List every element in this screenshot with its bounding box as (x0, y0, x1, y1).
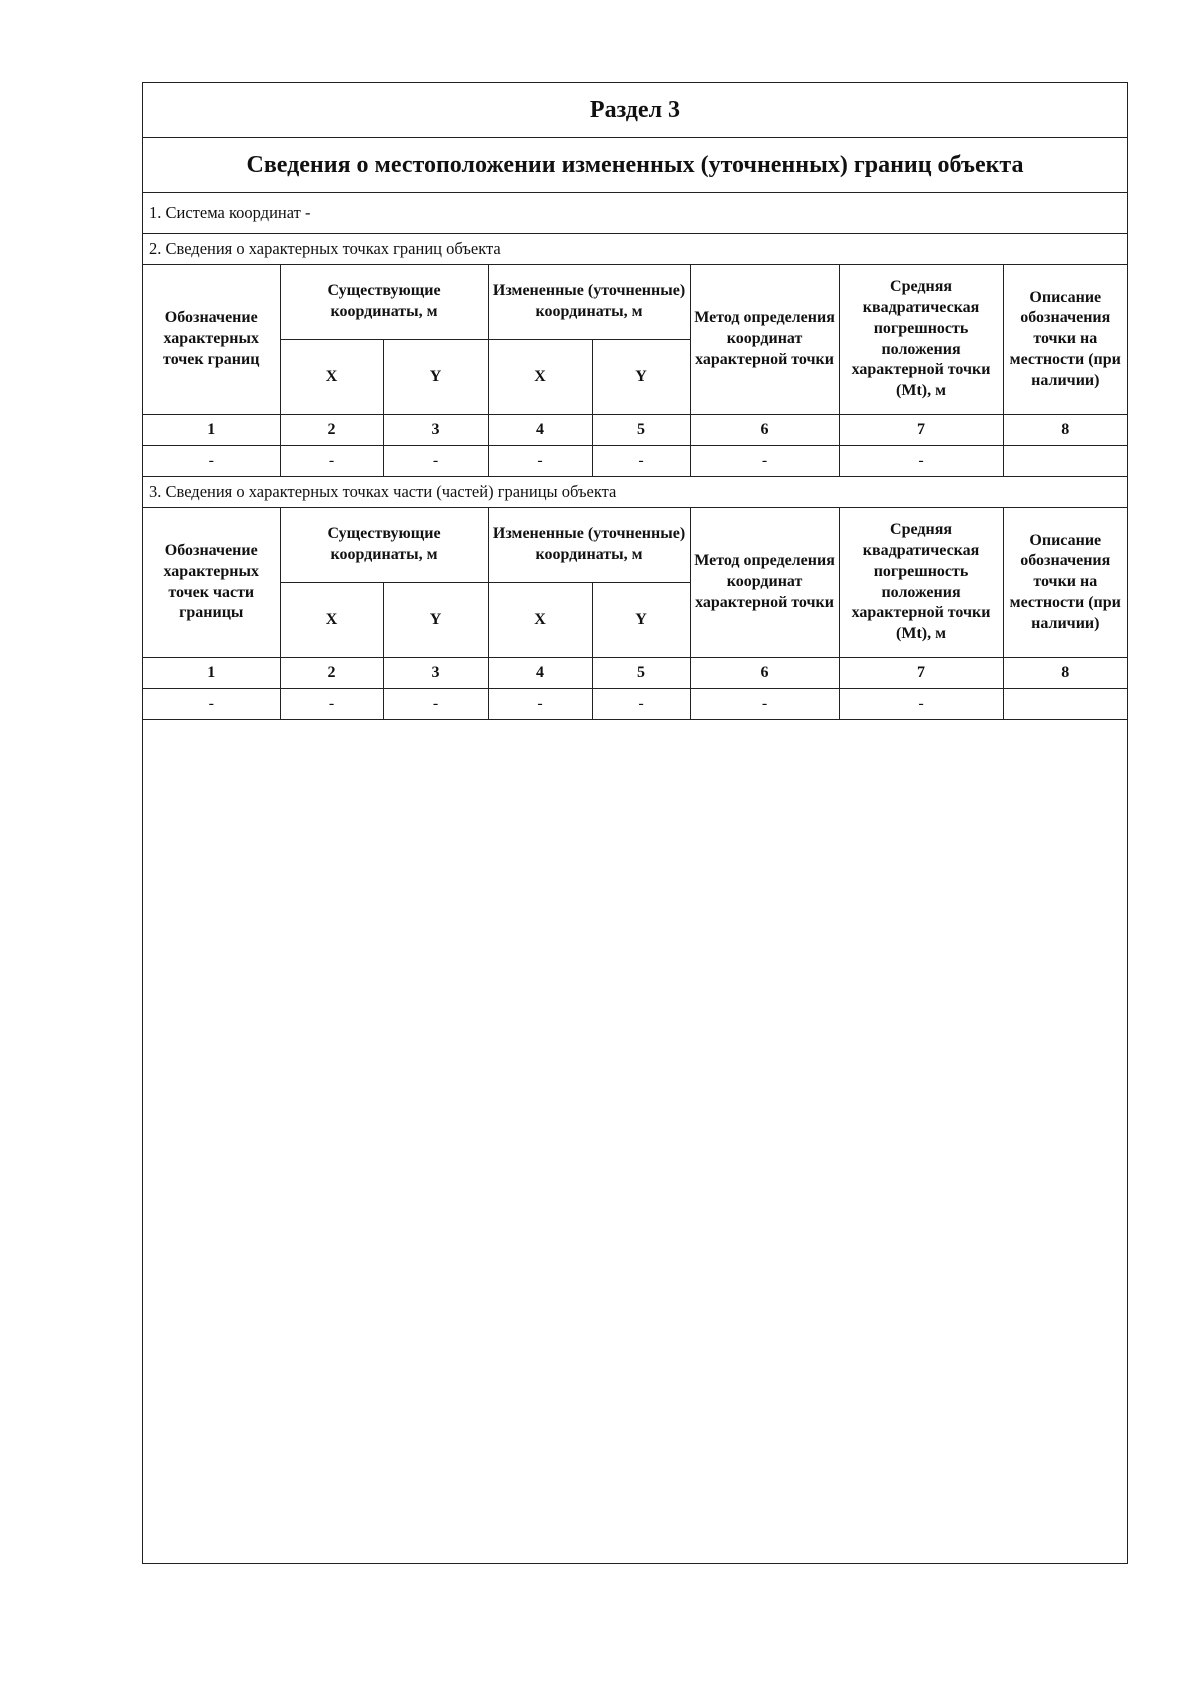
column-number: 5 (592, 658, 690, 689)
column-number: 6 (690, 415, 839, 446)
table-cell (1003, 689, 1127, 720)
column-number: 5 (592, 415, 690, 446)
column-number: 7 (839, 658, 1003, 689)
table1-caption (143, 234, 1127, 265)
header-changed-coordinates: Измененные (уточненные) координаты, м (488, 265, 690, 340)
header-changed-x: X (488, 583, 592, 658)
table-cell: - (383, 689, 488, 720)
header-description: Описание обозначения точки на местности (при наличии) (1003, 265, 1127, 415)
header-changed-y: Y (592, 340, 690, 415)
header-existing-y: Y (383, 583, 488, 658)
table-cell: - (383, 446, 488, 477)
header-method: Метод определения координат характерной точки (690, 508, 839, 658)
table-cell: - (143, 689, 280, 720)
table-cell: - (280, 446, 383, 477)
table-cell: - (839, 689, 1003, 720)
table-row (143, 446, 1127, 477)
table-cell: - (690, 689, 839, 720)
column-number: 3 (383, 415, 488, 446)
table2-caption-text: 3. Сведения о характерных точках части (частей) границы объекта (149, 482, 617, 501)
header-mean-error: Средняя квадратическая погрешность положения характерной точки (Mt), м (839, 265, 1003, 415)
column-number: 2 (280, 658, 383, 689)
header-description: Описание обозначения точки на местности (при наличии) (1003, 508, 1127, 658)
header-changed-x: X (488, 340, 592, 415)
header-existing-y: Y (383, 340, 488, 415)
column-number: 1 (143, 415, 280, 446)
header-method: Метод определения координат характерной точки (690, 265, 839, 415)
column-number: 4 (488, 415, 592, 446)
column-number: 7 (839, 415, 1003, 446)
header-changed-y: Y (592, 583, 690, 658)
header-point-designation: Обозначение характерных точек границ (143, 265, 280, 415)
header-existing-x: X (280, 583, 383, 658)
column-number: 3 (383, 658, 488, 689)
column-number: 8 (1003, 415, 1127, 446)
document-frame (142, 82, 1128, 1564)
table-cell: - (839, 446, 1003, 477)
table-cell: - (592, 689, 690, 720)
table-cell: - (143, 446, 280, 477)
column-number: 8 (1003, 658, 1127, 689)
table-cell: - (488, 446, 592, 477)
table2-caption (143, 477, 1127, 508)
header-existing-x: X (280, 340, 383, 415)
table-cell: - (488, 689, 592, 720)
header-existing-coordinates: Существующие координаты, м (280, 508, 488, 583)
column-numbers-row (143, 415, 1127, 446)
boundary-points-table (143, 265, 1127, 477)
table-cell: - (592, 446, 690, 477)
coordinate-system-line (143, 193, 1127, 234)
section-title: Раздел 3 (143, 83, 1127, 138)
section-subtitle: Сведения о местоположении измененных (уточненных) границ объекта (143, 138, 1127, 193)
table-cell: - (690, 446, 839, 477)
table1-caption-text: 2. Сведения о характерных точках границ объекта (149, 239, 501, 258)
column-number: 4 (488, 658, 592, 689)
header-mean-error: Средняя квадратическая погрешность положения характерной точки (Mt), м (839, 508, 1003, 658)
column-number: 1 (143, 658, 280, 689)
table-cell (1003, 446, 1127, 477)
boundary-part-points-table (143, 508, 1127, 720)
table-cell: - (280, 689, 383, 720)
column-number: 2 (280, 415, 383, 446)
column-number: 6 (690, 658, 839, 689)
header-point-designation: Обозначение характерных точек части границы (143, 508, 280, 658)
header-existing-coordinates: Существующие координаты, м (280, 265, 488, 340)
column-numbers-row (143, 658, 1127, 689)
header-changed-coordinates: Измененные (уточненные) координаты, м (488, 508, 690, 583)
table-row (143, 689, 1127, 720)
coordinate-system-label: 1. Система координат - (149, 203, 311, 222)
